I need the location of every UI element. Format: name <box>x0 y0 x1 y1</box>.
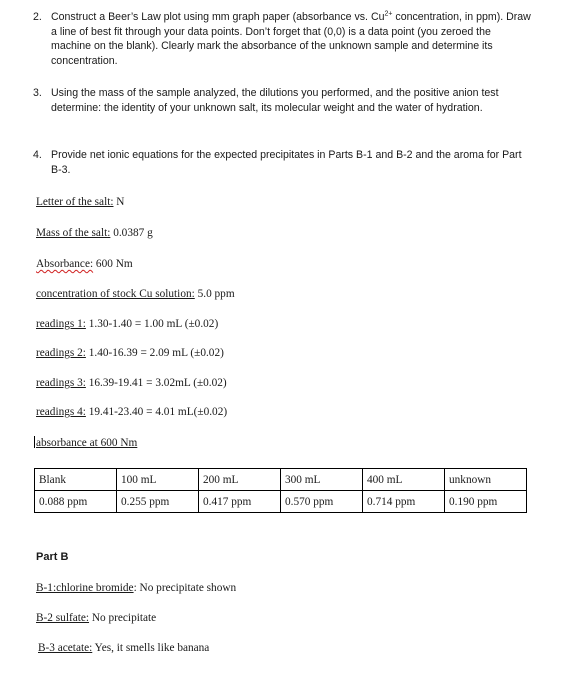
line-label: B-1:chlorine bromide <box>36 582 134 594</box>
line-label: B-2 sulfate: <box>36 612 90 624</box>
table-cell: 300 mL <box>281 469 363 491</box>
table-cell: 0.714 ppm <box>363 491 445 513</box>
table-cell: 0.190 ppm <box>445 491 527 513</box>
line-value: 1.40-16.39 = 2.09 mL (±0.02) <box>85 347 224 359</box>
table-cell: 200 mL <box>199 469 281 491</box>
salt-mass-line <box>36 227 153 239</box>
reading-1-line <box>36 318 218 330</box>
text-cursor <box>34 436 35 448</box>
line-value: 19.41-23.40 = 4.01 mL(±0.02) <box>85 406 228 418</box>
question-4 <box>33 148 533 178</box>
table-row <box>35 469 527 491</box>
absorbance-heading: absorbance at 600 Nm <box>36 437 138 449</box>
question-3 <box>33 86 533 130</box>
table-cell: 0.255 ppm <box>117 491 199 513</box>
stock-concentration-line <box>36 288 235 300</box>
salt-letter-line <box>36 196 124 208</box>
absorbance-line <box>36 258 133 270</box>
table-cell: Blank <box>35 469 117 491</box>
line-label: readings 2: <box>36 347 86 359</box>
table-cell: unknown <box>445 469 527 491</box>
line-label: readings 4: <box>36 406 86 418</box>
line-label: Absorbance: <box>36 258 94 270</box>
question-text: Using the mass of the sample analyzed, the dilutions you performed, and the positive anion test determine: the identity of your unknown salt, its molecular weight and the water of hydration. <box>51 87 499 114</box>
question-number: 3. <box>33 87 42 99</box>
table-row <box>35 491 527 513</box>
question-text: Provide net ionic equations for the expected precipitates in Parts B-1 and B-2 and the aroma for Part B-3. <box>51 149 522 176</box>
question-number: 2. <box>33 11 42 23</box>
line-value: 5.0 ppm <box>194 288 235 300</box>
line-label: readings 3: <box>36 377 86 389</box>
superscript-charge: 2+ <box>384 10 393 18</box>
line-label: B-3 acetate: <box>38 642 93 654</box>
absorbance-table <box>34 468 527 513</box>
part-b-title: Part B <box>36 551 69 563</box>
line-label: Letter of the salt: <box>36 196 114 208</box>
line-label: Mass of the salt: <box>36 227 111 239</box>
line-value: 1.30-1.40 = 1.00 mL (±0.02) <box>85 318 219 330</box>
line-value: N <box>113 196 125 208</box>
line-value: 16.39-19.41 = 3.02mL (±0.02) <box>85 377 227 389</box>
part-b-item-1 <box>36 582 236 594</box>
line-value: : No precipitate shown <box>133 582 237 594</box>
line-value: No precipitate <box>89 612 157 624</box>
part-b-item-3 <box>38 642 209 654</box>
reading-2-line <box>36 347 224 359</box>
line-value: Yes, it smells like banana <box>92 642 210 654</box>
table-cell: 0.088 ppm <box>35 491 117 513</box>
part-b-item-2 <box>36 612 156 624</box>
line-label: concentration of stock Cu solution: <box>36 288 195 300</box>
table-cell: 100 mL <box>117 469 199 491</box>
table-cell: 0.570 ppm <box>281 491 363 513</box>
reading-3-line <box>36 377 227 389</box>
line-label: readings 1: <box>36 318 86 330</box>
question-text: Construct a Beer’s Law plot using mm graph paper (absorbance vs. $Cu^{2+}$ concentration, in ppm). Draw a line of best fit through your data points. Don’t forget that (0,0) is a data point (you zeroed the machine on the blank). Clearly mark the absorbance of the unknown sample and determine its concentration. <box>51 10 531 67</box>
question-2 <box>33 10 533 68</box>
line-value: 0.0387 g <box>110 227 153 239</box>
table-cell: 0.417 ppm <box>199 491 281 513</box>
table-cell: 400 mL <box>363 469 445 491</box>
question-number: 4. <box>33 149 42 161</box>
reading-4-line <box>36 406 227 418</box>
line-value: 600 Nm <box>93 258 133 270</box>
